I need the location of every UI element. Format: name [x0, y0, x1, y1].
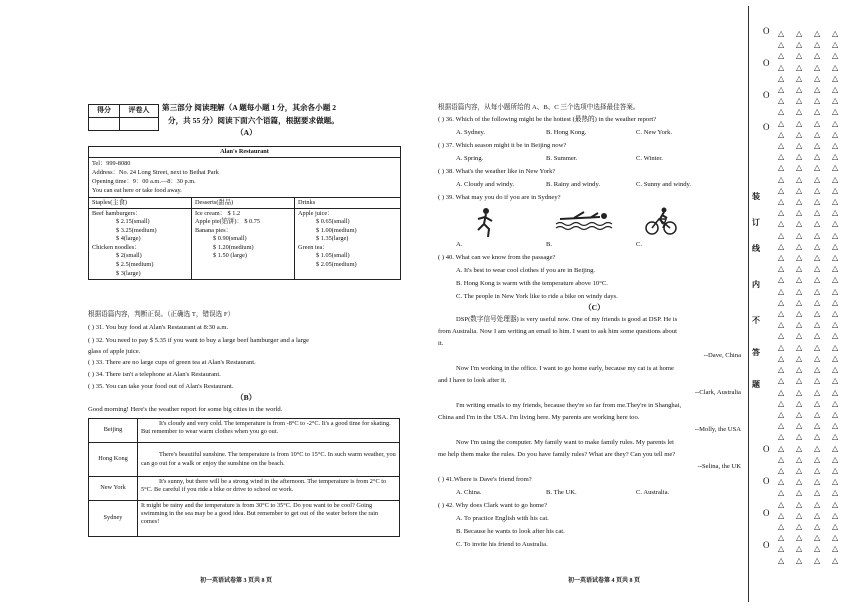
option: C. Australia.	[636, 489, 670, 496]
restaurant-takeaway: You can eat here or take food away.	[92, 187, 182, 195]
restaurant-name: Alan's Restaurant	[89, 147, 401, 158]
option: B. Hong Kong.	[546, 129, 587, 136]
triangle-column: △ △ △ △ △ △ △ △ △ △ △ △ △ △ △ △ △ △ △ △ △ △ △ △ △ △ △ △ △ △ △ △ △ △ △ △ △ △ △ △ △ △ △ △ △ △ △ △	[778, 29, 785, 565]
option: C. The people in New York like to ride a bike on windy days.	[456, 293, 618, 300]
score-box	[88, 104, 159, 131]
section-a-label: （A）	[236, 128, 257, 137]
binding-char: 内	[752, 280, 760, 289]
option: B. The UK.	[546, 489, 577, 496]
question-36: ( ) 36. Which of the following might be the hottest (最热的) in the weather report?	[438, 116, 657, 123]
circle-mark: O	[763, 476, 770, 486]
menu-item: $ 2.5(medium)	[116, 260, 154, 268]
option: C. New York.	[636, 129, 673, 136]
option: B.	[546, 241, 553, 248]
option: C. Winter.	[636, 155, 663, 162]
menu-item: $ 1.50 (large)	[213, 252, 247, 260]
desserts-header: Desserts(甜品)	[192, 197, 295, 208]
menu-item: Chicken noodles：	[92, 243, 141, 251]
weather-text: It's sunny, but there will be a strong wind in the afternoon. The temperature is from 2°C to 5°C. Be careful if you ride a bike or drive to school or work.	[138, 477, 400, 501]
menu-item: $ 2.05(medium)	[316, 260, 357, 268]
option: A.	[456, 241, 463, 248]
option: B. Summer.	[546, 155, 578, 162]
menu-item: Green tea：	[298, 243, 329, 251]
triangle-column: △ △ △ △ △ △ △ △ △ △ △ △ △ △ △ △ △ △ △ △ △ △ △ △ △ △ △ △ △ △ △ △ △ △ △ △ △ △ △ △ △ △ △ △ △ △ △ △	[832, 29, 839, 565]
question-31: ( ) 31. You buy food at Alan's Restaurant at 8:30 a.m.	[88, 324, 229, 331]
question-42: ( ) 42. Why does Clark want to go home?	[438, 502, 548, 509]
menu-item: $ 1.00(medium)	[316, 226, 357, 234]
restaurant-hours: Opening time：9：00 a.m.—8：30 p.m.	[92, 178, 196, 186]
option: A. To practice English with his cat.	[456, 515, 549, 522]
option: B. Because he wants to look after his cat.	[456, 528, 565, 535]
circle-mark: O	[763, 58, 770, 68]
menu-item: $ 1.35(large)	[316, 235, 349, 243]
passage-text: me help them make the rules. Do you have family rules? What are they? Can you tell me?	[438, 451, 676, 458]
weather-city: Beijing	[89, 419, 138, 443]
passage-text: Now I'm using the computer. My family want to make family rules. My parents let	[456, 439, 675, 446]
option: C. Sunny and windy.	[636, 181, 692, 188]
swimming-person-icon	[554, 210, 616, 232]
menu-item: Ice cream： $ 1.2	[195, 209, 241, 217]
drinks-header: Drinks	[295, 197, 401, 208]
passage-signature: --Molly, the USA	[694, 426, 741, 433]
question-38: ( ) 38. What's the weather like in New York?	[438, 168, 556, 175]
option: B. Rainy and windy.	[546, 181, 600, 188]
triangle-column: △ △ △ △ △ △ △ △ △ △ △ △ △ △ △ △ △ △ △ △ △ △ △ △ △ △ △ △ △ △ △ △ △ △ △ △ △ △ △ △ △ △ △ △ △ △ △ △	[796, 29, 803, 565]
passage-text: from Australia. Now I am writing an email to him. I want to ask him some questions about	[438, 328, 677, 335]
question-34: ( ) 34. There isn't a telephone at Alan's Restaurant.	[88, 371, 221, 378]
passage-text: DSP(数字信号处理器) is very useful now. One of my friends is good at DSP. He is	[456, 316, 678, 323]
menu-item: $ 2.15(small)	[116, 218, 150, 226]
passage-text: China and I'm in the USA. I'm living here. My parents are working here too.	[438, 414, 640, 421]
circle-mark: O	[763, 444, 770, 454]
score-header: 得分	[89, 105, 120, 118]
option: A. Cloudy and windy.	[456, 181, 514, 188]
weather-city: Hong Kong	[89, 443, 138, 477]
b-instruction: 根据语篇内容，从每小题所给的 A、B、C 三个选项中选择最佳答案。	[438, 104, 640, 111]
question-41: ( ) 41.Where is Dave's friend from?	[438, 476, 532, 483]
running-person-icon	[472, 207, 498, 239]
passage-text: and I have to look after it.	[438, 377, 507, 384]
restaurant-menu	[88, 146, 401, 280]
option: A. China.	[456, 489, 482, 496]
option: A. It's best to wear cool clothes if you are in Beijing.	[456, 267, 596, 274]
binding-char: 线	[752, 244, 760, 253]
menu-item: Banana pies：	[195, 226, 232, 234]
staples-list	[89, 208, 192, 280]
section-b-label: （B）	[236, 393, 257, 402]
weather-text: There's beautiful sunshine. The temperature is from 10°C to 15°C. In such warm weather, you can go out for a walk or enjoy the sunshine on the beach.	[138, 443, 400, 477]
weather-city: New York	[89, 477, 138, 501]
binding-margin	[748, 0, 860, 608]
question-37: ( ) 37. Which season might it be in Beijing now?	[438, 142, 567, 149]
page-3-footer: 初一英语试卷第 3 页共 8 页	[200, 578, 273, 584]
binding-char: 题	[752, 380, 760, 389]
menu-item: Apple pie(馅饼)： $ 0.75	[195, 218, 261, 226]
drinks-list	[295, 208, 401, 280]
grader-header: 评卷人	[120, 105, 159, 118]
binding-line	[748, 6, 749, 602]
menu-item: $ 4(large)	[116, 235, 141, 243]
a-instruction: 根据语篇内容，判断正误。（正确选 T，错误选 F）	[88, 311, 235, 318]
menu-item: Apple juice：	[298, 209, 334, 217]
option: C.	[636, 241, 643, 248]
menu-item: Beef hamburgers：	[92, 209, 142, 217]
weather-table	[88, 418, 400, 537]
circle-mark: O	[763, 540, 770, 550]
restaurant-address: Address：No. 24 Long Street, next to Beihai Park	[92, 169, 219, 177]
circle-mark: O	[763, 90, 770, 100]
binding-char: 订	[752, 218, 760, 227]
passage-signature: --Selina, the UK	[697, 463, 741, 470]
staples-header: Staples(主食)	[89, 197, 192, 208]
binding-char: 不	[752, 316, 760, 325]
option: C. To invite his friend to Australia.	[456, 541, 548, 548]
menu-item: $ 0.90(small)	[213, 235, 247, 243]
menu-item: $ 1.20(medium)	[213, 243, 254, 251]
passage-signature: --Clark, Australia	[694, 389, 741, 396]
binding-char: 装	[752, 192, 760, 201]
weather-intro: Good morning! Here's the weather report for some big cities in the world.	[88, 406, 283, 413]
passage-text: it.	[438, 340, 444, 347]
menu-item: $ 1.05(small)	[316, 252, 350, 260]
binding-char: 答	[752, 348, 760, 357]
section-c-label: （C）	[584, 303, 605, 312]
page-4-footer: 初一英语试卷第 4 页共 8 页	[568, 578, 641, 584]
desserts-list	[192, 208, 295, 280]
menu-item: $ 3.25(medium)	[116, 226, 157, 234]
question-33: ( ) 33. There are no large cups of green tea at Alan's Restaurant.	[88, 359, 256, 366]
question-40: ( ) 40. What can we know from the passage?	[438, 254, 556, 261]
cyclist-icon	[644, 206, 678, 236]
circle-mark: O	[763, 122, 770, 132]
weather-text: It's cloudy and very cold. The temperature is from -8°C to -2°C. It's a good time for skating. But remember to wear warm clothes when you go out.	[138, 419, 400, 443]
circle-mark: O	[763, 26, 770, 36]
passage-signature: --Dave, China	[703, 352, 741, 359]
weather-text: It might be rainy and the temperature is from 30°C to 35°C. Do you want to be cool? Going swimming in the sea may be a good idea. But remember to get out of the water before the rain comes!	[138, 501, 400, 537]
question-32: ( ) 32. You need to pay $ 5.35 if you want to buy a large beef hamburger and a large	[88, 337, 310, 344]
question-35: ( ) 35. You can take your food out of Alan's Restaurant.	[88, 383, 234, 390]
passage-text: Now I'm working in the office. I want to go home early, because my cat is at home	[456, 365, 674, 372]
question-32-cont: glass of apple juice.	[88, 348, 141, 355]
option: B. Hong Kong is warm with the temperature above 10°C.	[456, 280, 608, 287]
menu-item: $ 0.65(small)	[316, 218, 350, 226]
option: A. Sydney.	[456, 129, 486, 136]
triangle-column: △ △ △ △ △ △ △ △ △ △ △ △ △ △ △ △ △ △ △ △ △ △ △ △ △ △ △ △ △ △ △ △ △ △ △ △ △ △ △ △ △ △ △ △ △ △ △ △	[814, 29, 821, 565]
passage-text: I'm writing emails to my friends, because they're so far from me.They're in Shanghai,	[456, 402, 682, 409]
part-title-line2: 分，共 55 分）阅读下面六个语篇，根据要求做题。	[168, 116, 339, 125]
weather-city: Sydney	[89, 501, 138, 537]
menu-item: $ 2(small)	[116, 252, 142, 260]
restaurant-tel: Tel：999-8080	[92, 160, 131, 168]
menu-item: $ 3(large)	[116, 269, 141, 277]
option: A. Spring.	[456, 155, 484, 162]
question-39: ( ) 39. What may you do if you are in Sydney?	[438, 194, 561, 201]
part-title-line1: 第三部分 阅读理解（A 题每小题 1 分，其余各小题 2	[162, 103, 337, 112]
circle-mark: O	[763, 508, 770, 518]
